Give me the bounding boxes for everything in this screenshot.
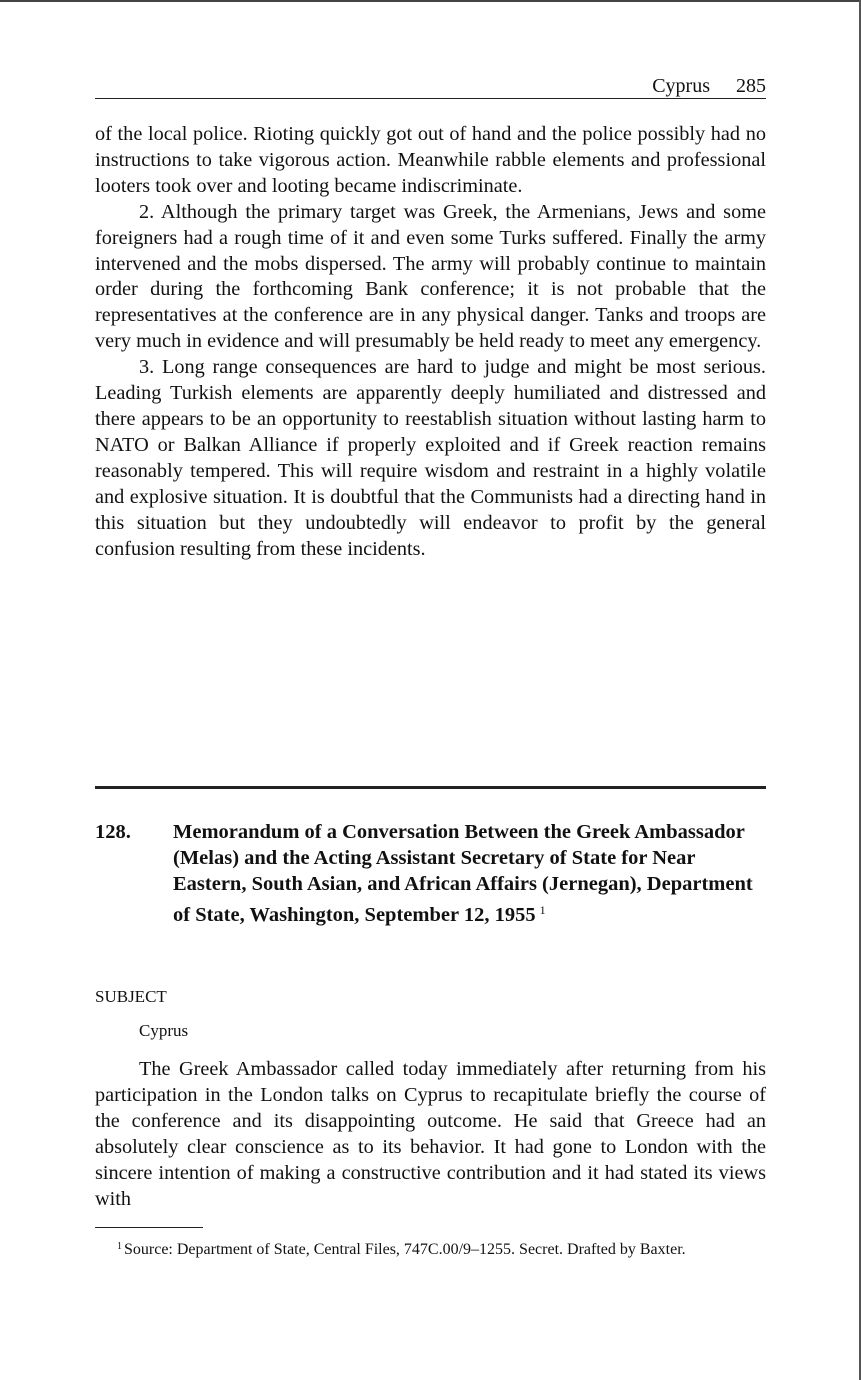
memorandum-body (95, 1057, 766, 1212)
paragraph-continued: of the local police. Rioting quickly got out of hand and the police possibly had no instructions to take vigorous action. Meanwhile rabble elements and professional looters took over and looting became indiscriminate. (95, 123, 766, 197)
memorandum-paragraph-1: The Greek Ambassador called today immediately after returning from his participation in the London talks on Cyprus to recapitulate briefly the course of the conference and its disappointing outcome. He said that Greece had an absolutely clear conscience as to its behavior. It had gone to London with the sincere intention of making a constructive contribution and it had stated its views with (95, 1058, 766, 1210)
document-title-wrap (173, 819, 766, 928)
header-rule (95, 98, 766, 99)
footnote-text: Source: Department of State, Central Files, 747C.00/9–1255. Secret. Drafted by Baxter. (124, 1241, 686, 1258)
document-number: 128. (95, 821, 131, 843)
running-head-title: Cyprus (652, 75, 710, 97)
page-top-edge (0, 0, 861, 2)
page-number: 285 (736, 75, 766, 97)
footnote-rule (95, 1227, 203, 1228)
document-title: Memorandum of a Conversation Between the Greek Ambassador (Melas) and the Acting Assistant Secretary of State for Near Eastern, South Asian, and African Affairs (Jernegan), Department of State, Washington, September 12, 1955 (173, 821, 753, 926)
footnote-reference: 1 (539, 903, 546, 917)
paragraph-3: 3. Long range consequences are hard to judge and might be most serious. Leading Turkish elements are apparently deeply humiliated and distressed and there appears to be an opportunity to reestablish situation without lasting harm to NATO or Balkan Alliance if properly exploited and if Greek reaction remains reasonably tempered. This will require wisdom and restraint in a highly volatile and explosive situation. It is doubtful that the Communists had a directing hand in this situation but they undoubtedly will endeavor to profit by the general confusion resulting from these incidents. (95, 356, 766, 560)
footnote (95, 1237, 766, 1260)
paragraph-2: 2. Although the primary target was Greek, the Armenians, Jews and some foreigners had a rough time of it and even some Turks suffered. Finally the army intervened and the mobs dispersed. The army will probably continue to maintain order during the forthcoming Bank conference; it is not probable that the representatives at the conference are in any physical danger. Tanks and troops are very much in evidence and will presumably be held ready to meet any emergency. (95, 200, 766, 353)
section-divider (95, 786, 766, 789)
footnote-line (95, 1237, 766, 1260)
subject-value: Cyprus (139, 1021, 189, 1040)
subject-label: SUBJECT (95, 987, 167, 1006)
continued-text (95, 122, 766, 562)
footnote-marker: 1 (117, 1241, 122, 1252)
document-heading (95, 819, 766, 928)
running-head (95, 74, 766, 98)
